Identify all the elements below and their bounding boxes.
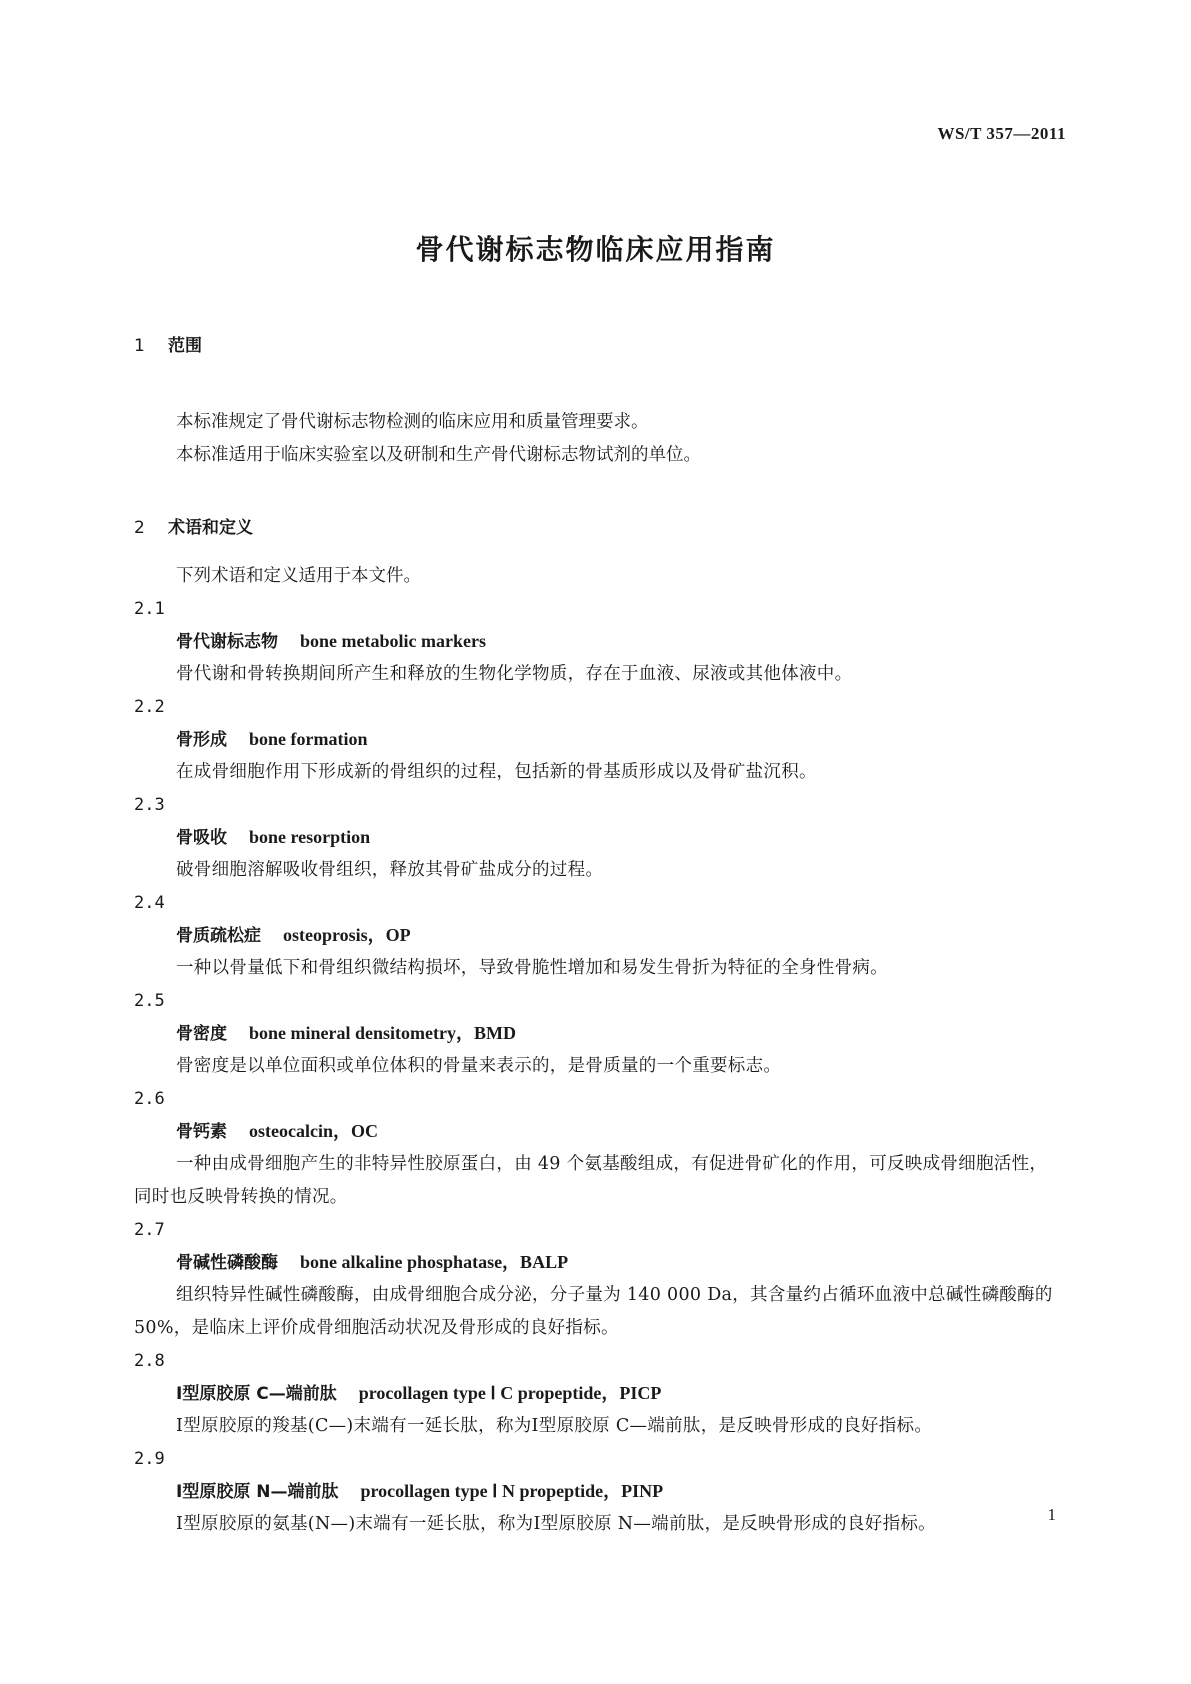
term-en: osteocalcin，OC <box>249 1121 378 1141</box>
term-number: 2.6 <box>134 1089 165 1109</box>
term-en: bone metabolic markers <box>300 631 486 651</box>
section-2-heading <box>134 512 1060 544</box>
term-en: procollagen type Ⅰ C propeptide，PICP <box>358 1383 662 1403</box>
term-heading <box>134 1377 1060 1410</box>
term-number: 2.7 <box>134 1220 165 1240</box>
term-number: 2.1 <box>134 599 165 619</box>
term-entry <box>134 1345 1060 1443</box>
term-number: 2.9 <box>134 1449 165 1469</box>
paragraph: 下列术语和定义适用于本文件。 <box>176 566 421 586</box>
term-en: bone alkaline phosphatase，BALP <box>300 1252 569 1272</box>
term-definition: 在成骨细胞作用下形成新的骨组织的过程，包括新的骨基质形成以及骨矿盐沉积。 <box>176 762 817 782</box>
term-definition: 组织特异性碱性磷酸酶，由成骨细胞合成分泌，分子量为 140 000 Da，其含量约占循环血液中总碱性磷酸酶的 50%，是临床上评价成骨细胞活动状况及骨形成的良好指标。 <box>134 1285 1053 1338</box>
term-en: bone resorption <box>249 827 371 847</box>
term-en: procollagen type Ⅰ N propeptide，PINP <box>360 1481 664 1501</box>
term-number: 2.4 <box>134 893 165 913</box>
term-entry <box>134 1083 1060 1214</box>
term-definition: 骨代谢和骨转换期间所产生和释放的生物化学物质，存在于血液、尿液或其他体液中。 <box>176 664 853 684</box>
term-heading <box>134 723 1060 756</box>
term-zh: 骨钙素 <box>176 1122 227 1142</box>
term-number: 2.2 <box>134 697 165 717</box>
term-definition: Ⅰ型原胶原的氨基(N—)末端有一延长肽，称为Ⅰ型原胶原 N—端前肽，是反映骨形成的良好指标。 <box>176 1514 936 1534</box>
term-heading <box>134 1017 1060 1050</box>
term-entry <box>134 1443 1060 1541</box>
term-heading <box>134 1246 1060 1279</box>
term-en: bone formation <box>249 729 368 749</box>
term-entry <box>134 593 1060 691</box>
section-title: 术语和定义 <box>168 518 253 538</box>
term-entry <box>134 1214 1060 1345</box>
section-number: 1 <box>134 336 145 356</box>
term-heading <box>134 1475 1060 1508</box>
term-zh: 骨密度 <box>176 1024 227 1044</box>
document-body <box>134 330 1060 1541</box>
term-zh: 骨形成 <box>176 730 227 750</box>
term-number: 2.3 <box>134 795 165 815</box>
paragraph: 本标准规定了骨代谢标志物检测的临床应用和质量管理要求。 <box>176 412 649 432</box>
term-heading <box>134 1115 1060 1148</box>
term-number: 2.8 <box>134 1351 165 1371</box>
section-title: 范围 <box>168 336 202 356</box>
term-zh: 骨质疏松症 <box>176 926 261 946</box>
term-entry <box>134 691 1060 789</box>
term-zh: 骨代谢标志物 <box>176 632 278 652</box>
term-definition: Ⅰ型原胶原的羧基(C—)末端有一延长肽，称为Ⅰ型原胶原 C—端前肽，是反映骨形成的良好指标。 <box>176 1416 933 1436</box>
term-definition: 破骨细胞溶解吸收骨组织，释放其骨矿盐成分的过程。 <box>176 860 604 880</box>
term-definition: 骨密度是以单位面积或单位体积的骨量来表示的，是骨质量的一个重要标志。 <box>176 1056 782 1076</box>
term-zh: Ⅰ型原胶原 C—端前肽 <box>176 1384 337 1404</box>
term-entry <box>134 985 1060 1083</box>
term-heading <box>134 821 1060 854</box>
term-heading <box>134 625 1060 658</box>
term-zh: 骨碱性磷酸酶 <box>176 1253 278 1273</box>
term-entry <box>134 789 1060 887</box>
standard-code: WS/T 357—2011 <box>937 124 1066 143</box>
term-en: osteoprosis，OP <box>283 925 411 945</box>
term-definition: 一种以骨量低下和骨组织微结构损坏，导致骨脆性增加和易发生骨折为特征的全身性骨病。 <box>176 958 888 978</box>
term-en: bone mineral densitometry，BMD <box>249 1023 516 1043</box>
term-definition: 一种由成骨细胞产生的非特异性胶原蛋白，由 49 个氨基酸组成，有促进骨矿化的作用，可反映成骨细胞活性，同时也反映骨转换的情况。 <box>134 1154 1048 1207</box>
term-entry <box>134 887 1060 985</box>
term-zh: 骨吸收 <box>176 828 227 848</box>
section-number: 2 <box>134 518 145 538</box>
paragraph: 本标准适用于临床实验室以及研制和生产骨代谢标志物试剂的单位。 <box>176 445 701 465</box>
term-heading <box>134 919 1060 952</box>
document-title: 骨代谢标志物临床应用指南 <box>415 233 776 266</box>
term-number: 2.5 <box>134 991 165 1011</box>
term-zh: Ⅰ型原胶原 N—端前肽 <box>176 1482 339 1502</box>
section-1-heading <box>134 330 1060 362</box>
page-number: 1 <box>1047 1505 1056 1524</box>
